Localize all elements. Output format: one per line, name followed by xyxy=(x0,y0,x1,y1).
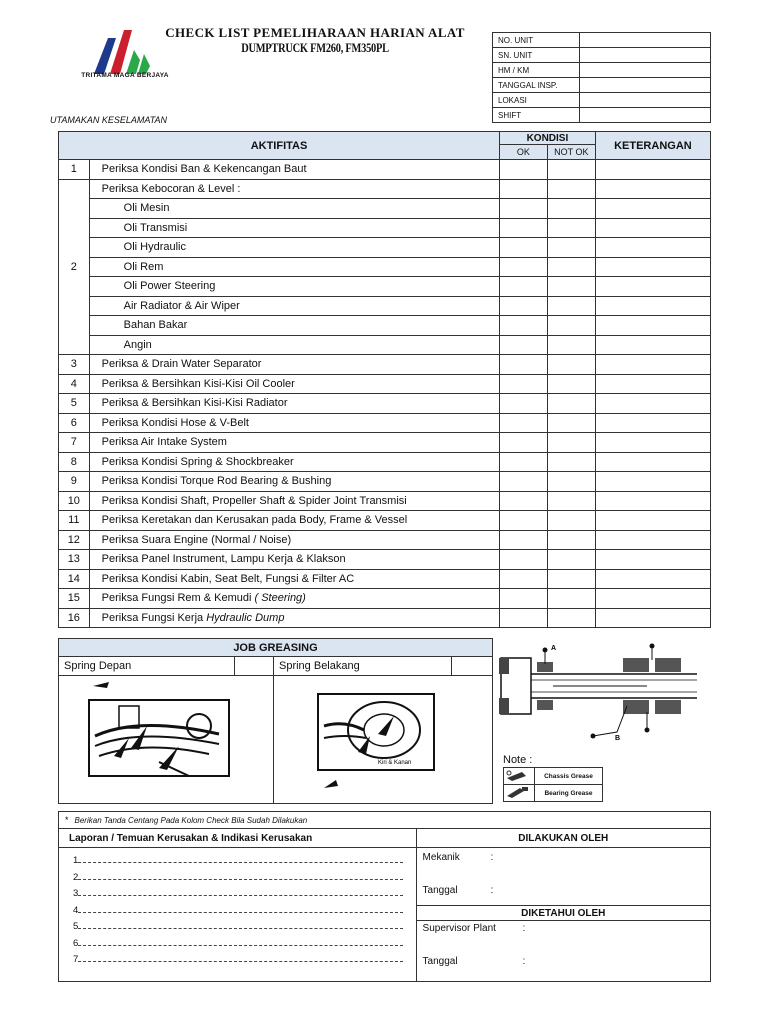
ok-cell[interactable] xyxy=(500,160,548,180)
keterangan-cell[interactable] xyxy=(595,218,710,238)
keterangan-cell[interactable] xyxy=(595,433,710,453)
table-row xyxy=(59,394,711,414)
table-row xyxy=(59,472,711,492)
table-row xyxy=(59,374,711,394)
item-text: Periksa Air Intake System xyxy=(89,433,499,453)
keterangan-cell[interactable] xyxy=(595,257,710,277)
report-title: Laporan / Temuan Kerusakan & Indikasi Kerusakan xyxy=(59,829,417,848)
unit-field-label: HM / KM xyxy=(493,63,580,78)
unit-field-value[interactable] xyxy=(580,93,711,108)
keterangan-cell[interactable] xyxy=(595,530,710,550)
keterangan-cell[interactable] xyxy=(595,569,710,589)
unit-field-value[interactable] xyxy=(580,108,711,123)
item-number: 6 xyxy=(59,413,90,433)
table-row xyxy=(59,257,711,277)
ok-cell[interactable] xyxy=(500,589,548,609)
table-row xyxy=(59,530,711,550)
report-line[interactable]: 6 xyxy=(73,937,416,954)
unit-field-label: TANGGAL INSP. xyxy=(493,78,580,93)
ok-cell[interactable] xyxy=(500,491,548,511)
item-number: 4 xyxy=(59,374,90,394)
item-number: 14 xyxy=(59,569,90,589)
not-ok-cell[interactable] xyxy=(547,160,595,180)
table-row xyxy=(59,550,711,570)
ok-cell[interactable] xyxy=(500,569,548,589)
table-row xyxy=(59,608,711,628)
table-row xyxy=(59,218,711,238)
not-ok-cell[interactable] xyxy=(547,218,595,238)
item-number: 7 xyxy=(59,433,90,453)
not-ok-cell[interactable] xyxy=(547,569,595,589)
ok-cell[interactable] xyxy=(500,199,548,219)
not-ok-cell[interactable] xyxy=(547,296,595,316)
ok-cell[interactable] xyxy=(500,374,548,394)
table-row xyxy=(59,296,711,316)
keterangan-cell[interactable] xyxy=(595,511,710,531)
unit-field-value[interactable] xyxy=(580,48,711,63)
keterangan-cell[interactable] xyxy=(595,452,710,472)
sub-item-text: Oli Rem xyxy=(89,257,499,277)
page-subtitle: DUMPTRUCK FM260, FM350PL xyxy=(241,40,389,55)
supervisor-label: Supervisor Plant xyxy=(422,923,496,934)
item-number: 13 xyxy=(59,550,90,570)
item-text: Periksa Kondisi Shaft, Propeller Shaft & Spider Joint Transmisi xyxy=(89,491,499,511)
report-line[interactable]: 5 xyxy=(73,920,416,937)
ok-cell[interactable] xyxy=(500,296,548,316)
note-star: * xyxy=(65,815,69,825)
ok-cell[interactable] xyxy=(500,316,548,336)
ok-cell[interactable] xyxy=(500,355,548,375)
item-text: Periksa & Bersihkan Kisi-Kisi Radiator xyxy=(89,394,499,414)
unit-field-label: NO. UNIT xyxy=(493,33,580,48)
unit-info-table xyxy=(492,32,711,123)
not-ok-cell[interactable] xyxy=(547,491,595,511)
item-text: Periksa Fungsi Rem & Kemudi ( Steering) xyxy=(89,589,499,609)
report-line[interactable]: 7 xyxy=(73,953,416,970)
table-row xyxy=(59,355,711,375)
page-title: CHECK LIST PEMELIHARAAN HARIAN ALAT xyxy=(165,25,465,40)
tanggal-supervisor-label: Tanggal xyxy=(422,956,458,967)
ok-cell[interactable] xyxy=(500,472,548,492)
sub-item-text: Oli Hydraulic xyxy=(89,238,499,258)
header-keterangan: KETERANGAN xyxy=(595,132,710,160)
item-text: Periksa & Bersihkan Kisi-Kisi Oil Cooler xyxy=(89,374,499,394)
not-ok-cell[interactable] xyxy=(547,394,595,414)
legend-note: Note : xyxy=(503,754,533,766)
ok-cell[interactable] xyxy=(500,413,548,433)
ok-cell[interactable] xyxy=(500,452,548,472)
legend-chassis-grease: Chassis Grease xyxy=(535,768,603,785)
keterangan-cell[interactable] xyxy=(595,199,710,219)
item-number: 3 xyxy=(59,355,90,375)
keterangan-cell[interactable] xyxy=(595,491,710,511)
not-ok-cell[interactable] xyxy=(547,277,595,297)
not-ok-cell[interactable] xyxy=(547,179,595,199)
rear-spring-picture xyxy=(274,676,493,804)
done-by-title: DILAKUKAN OLEH xyxy=(416,829,710,848)
not-ok-cell[interactable] xyxy=(547,335,595,355)
ok-cell[interactable] xyxy=(500,394,548,414)
spring-belakang-check[interactable] xyxy=(451,657,492,676)
chassis-label-a: A xyxy=(551,645,557,652)
keterangan-cell[interactable] xyxy=(595,589,710,609)
not-ok-cell[interactable] xyxy=(547,530,595,550)
item-number: 8 xyxy=(59,452,90,472)
sub-item-text: Oli Power Steering xyxy=(89,277,499,297)
unit-field-value[interactable] xyxy=(580,63,711,78)
ok-cell[interactable] xyxy=(500,335,548,355)
job-greasing-title: JOB GREASING xyxy=(59,639,493,657)
not-ok-cell[interactable] xyxy=(547,511,595,531)
not-ok-cell[interactable] xyxy=(547,316,595,336)
report-line[interactable]: 3 xyxy=(73,887,416,904)
not-ok-cell[interactable] xyxy=(547,433,595,453)
sub-item-text: Air Radiator & Air Wiper xyxy=(89,296,499,316)
table-row xyxy=(59,316,711,336)
unit-field-value[interactable] xyxy=(580,78,711,93)
sub-item-text: Bahan Bakar xyxy=(89,316,499,336)
tanggal-label: Tanggal xyxy=(422,885,458,896)
not-ok-cell[interactable] xyxy=(547,589,595,609)
front-spring-picture xyxy=(59,676,274,804)
not-ok-cell[interactable] xyxy=(547,199,595,219)
not-ok-cell[interactable] xyxy=(547,413,595,433)
ok-cell[interactable] xyxy=(500,433,548,453)
mekanik-box[interactable]: Mekanik : Tanggal : xyxy=(416,848,710,906)
ok-cell[interactable] xyxy=(500,608,548,628)
table-row xyxy=(59,491,711,511)
table-row xyxy=(59,413,711,433)
item-text: Periksa Kondisi Kabin, Seat Belt, Fungsi & Filter AC xyxy=(89,569,499,589)
unit-field-label: SHIFT xyxy=(493,108,580,123)
not-ok-cell[interactable] xyxy=(547,472,595,492)
ok-cell[interactable] xyxy=(500,238,548,258)
unit-field-label: LOKASI xyxy=(493,93,580,108)
table-row: 1 Periksa Kondisi Ban & Kekencangan Baut xyxy=(59,160,711,180)
item-text: Periksa Fungsi Kerja Hydraulic Dump xyxy=(89,608,499,628)
keterangan-cell[interactable] xyxy=(595,472,710,492)
table-row xyxy=(59,452,711,472)
report-line[interactable]: 2 xyxy=(73,871,416,888)
company-name: TRITAMA MAGA BERJAYA xyxy=(81,72,169,79)
item-1-text: Periksa Kondisi Ban & Kekencangan Baut xyxy=(89,160,499,180)
item-number: 9 xyxy=(59,472,90,492)
item-number: 15 xyxy=(59,589,90,609)
keterangan-cell[interactable] xyxy=(595,160,710,180)
not-ok-cell[interactable] xyxy=(547,355,595,375)
table-row xyxy=(59,277,711,297)
known-by-title: DIKETAHUI OLEH xyxy=(416,906,710,921)
header-ok: OK xyxy=(500,145,548,160)
instruction-note: * Berikan Tanda Centang Pada Kolom Check Bila Sudah Dilakukan xyxy=(59,812,711,829)
table-row xyxy=(59,199,711,219)
ok-cell[interactable] xyxy=(500,257,548,277)
ok-cell[interactable] xyxy=(500,550,548,570)
item-number: 5 xyxy=(59,394,90,414)
chassis-label-b: B xyxy=(615,735,621,742)
report-lines[interactable] xyxy=(59,848,417,982)
job-greasing-table xyxy=(58,638,493,804)
ok-cell[interactable] xyxy=(500,530,548,550)
ok-cell[interactable] xyxy=(500,511,548,531)
item-text: Periksa Kondisi Hose & V-Belt xyxy=(89,413,499,433)
spring-depan-check[interactable] xyxy=(235,657,274,676)
keterangan-cell[interactable] xyxy=(595,550,710,570)
safety-slogan: UTAMAKAN KESELAMATAN xyxy=(50,115,168,125)
item-number: 16 xyxy=(59,608,90,628)
sub-item-text: Angin xyxy=(89,335,499,355)
spring-depan-label: Spring Depan xyxy=(59,657,235,676)
item-number: 10 xyxy=(59,491,90,511)
ok-cell[interactable] xyxy=(500,277,548,297)
checklist-table xyxy=(58,131,711,628)
keterangan-cell[interactable] xyxy=(595,608,710,628)
grease-legend xyxy=(503,767,603,802)
header-kondisi: KONDISI xyxy=(500,132,596,145)
legend-bearing-grease: Bearing Grease xyxy=(535,785,603,802)
table-row xyxy=(59,335,711,355)
unit-field-label: SN. UNIT xyxy=(493,48,580,63)
supervisor-box[interactable]: Supervisor Plant : Tanggal : xyxy=(416,921,710,982)
item-text: Periksa Kondisi Torque Rod Bearing & Bushing xyxy=(89,472,499,492)
item-text: Periksa Keretakan dan Kerusakan pada Body, Frame & Vessel xyxy=(89,511,499,531)
keterangan-cell[interactable] xyxy=(595,374,710,394)
chassis-grease-icon xyxy=(504,768,535,785)
ok-cell[interactable] xyxy=(500,179,548,199)
not-ok-cell[interactable] xyxy=(547,550,595,570)
sub-item-text: Oli Mesin xyxy=(89,199,499,219)
keterangan-cell[interactable] xyxy=(595,179,710,199)
item-text: Periksa Suara Engine (Normal / Noise) xyxy=(89,530,499,550)
table-row xyxy=(59,433,711,453)
rear-spring-caption: Kiri & Kanan xyxy=(378,760,412,766)
table-row xyxy=(59,589,711,609)
table-row xyxy=(59,511,711,531)
spring-belakang-label: Spring Belakang xyxy=(274,657,452,676)
keterangan-cell[interactable] xyxy=(595,277,710,297)
table-row xyxy=(59,569,711,589)
bearing-grease-icon xyxy=(504,785,535,802)
item-text: Periksa & Drain Water Separator xyxy=(89,355,499,375)
keterangan-cell[interactable] xyxy=(595,316,710,336)
keterangan-cell[interactable] xyxy=(595,335,710,355)
keterangan-cell[interactable] xyxy=(595,296,710,316)
keterangan-cell[interactable] xyxy=(595,394,710,414)
not-ok-cell[interactable] xyxy=(547,452,595,472)
table-row xyxy=(59,238,711,258)
item-text: Periksa Kondisi Spring & Shockbreaker xyxy=(89,452,499,472)
not-ok-cell[interactable] xyxy=(547,238,595,258)
ok-cell[interactable] xyxy=(500,218,548,238)
item-2-text: Periksa Kebocoran & Level : xyxy=(89,179,499,199)
not-ok-cell[interactable] xyxy=(547,374,595,394)
header-not-ok: NOT OK xyxy=(547,145,595,160)
item-text: Periksa Panel Instrument, Lampu Kerja & Klakson xyxy=(89,550,499,570)
item-number: 12 xyxy=(59,530,90,550)
report-table xyxy=(58,811,711,982)
item-2-number: 2 xyxy=(59,179,90,355)
keterangan-cell[interactable] xyxy=(595,355,710,375)
report-line[interactable]: 4 xyxy=(73,904,416,921)
not-ok-cell[interactable] xyxy=(547,608,595,628)
unit-field-value[interactable] xyxy=(580,33,711,48)
header-aktifitas: AKTIFITAS xyxy=(59,132,500,160)
keterangan-cell[interactable] xyxy=(595,413,710,433)
keterangan-cell[interactable] xyxy=(595,238,710,258)
mekanik-label: Mekanik xyxy=(422,852,460,863)
item-number: 11 xyxy=(59,511,90,531)
not-ok-cell[interactable] xyxy=(547,257,595,277)
table-row xyxy=(59,179,711,199)
report-line[interactable]: 1 xyxy=(73,854,416,871)
sub-item-text: Oli Transmisi xyxy=(89,218,499,238)
